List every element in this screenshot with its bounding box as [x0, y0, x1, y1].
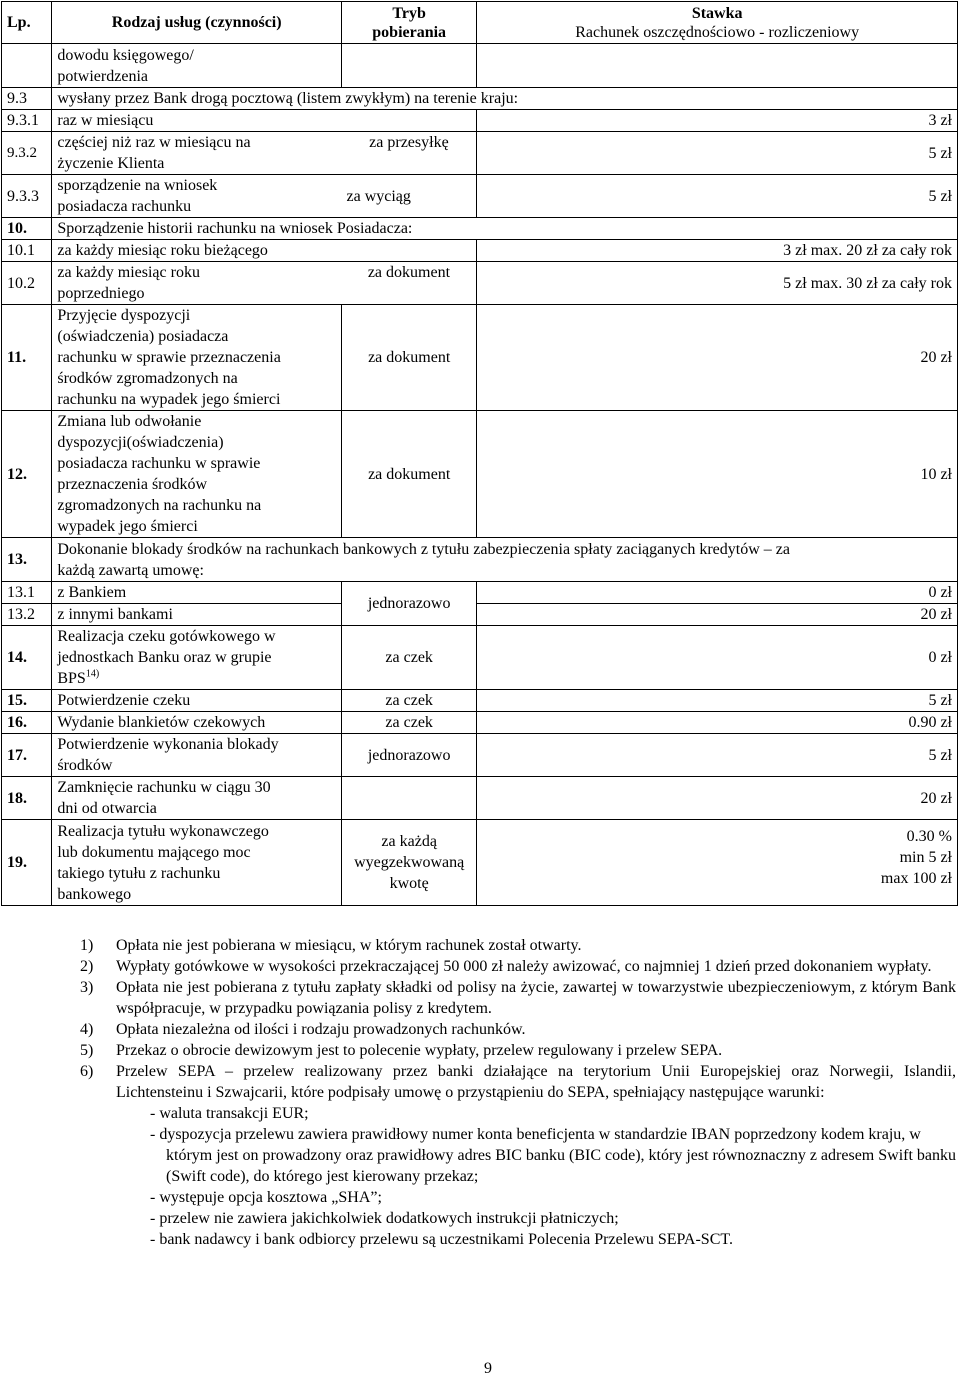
row-name: Przyjęcie dyspozycji (oświadczenia) posiadacza rachunku w sprawie przeznaczenia środków zgromadzonych na rachunku na wypadek jego śmierci [52, 305, 342, 411]
row-rate: 20 zł [477, 604, 958, 626]
row-name: Potwierdzenie czeku [52, 690, 342, 712]
row-lp: 17. [2, 734, 52, 777]
row-rate: 10 zł [477, 411, 958, 538]
footnotes [80, 935, 956, 1250]
row-mode: jednorazowo [341, 734, 476, 777]
row-lp: 13. [2, 538, 52, 582]
row-rate: 5 zł [477, 690, 958, 712]
row-rate: 3 zł max. 20 zł za cały rok [477, 240, 958, 262]
row-name: częściej niż raz w miesiącu na życzenie Klienta [52, 132, 342, 175]
row-lp: 14. [2, 626, 52, 690]
table-row [2, 820, 958, 906]
sepa-condition: - bank nadawcy i bank odbiorcy przelewu są uczestnikami Polecenia Przelewu SEPA-SCT. [150, 1231, 733, 1248]
row-lp: 9.3.2 [2, 132, 52, 175]
row-rate: 3 zł [477, 110, 958, 132]
header-rate: Stawka Rachunek oszczędnościowo - rozliczeniowy [477, 2, 958, 44]
row-lp: 9.3.1 [2, 110, 52, 132]
row-name: wysłany przez Bank drogą pocztową (listem zwykłym) na terenie kraju: [52, 88, 958, 110]
sepa-condition: - przelew nie zawiera jakichkolwiek dodatkowych instrukcji płatniczych; [150, 1210, 619, 1227]
row-lp: 16. [2, 712, 52, 734]
sepa-condition: - waluta transakcji EUR; [150, 1105, 309, 1122]
table-row [2, 582, 958, 604]
row-mode: za przesyłkę [341, 132, 476, 175]
row-rate: 0.90 zł [477, 712, 958, 734]
fee-table [1, 1, 958, 906]
row-name: Sporządzenie historii rachunku na wniosek Posiadacza: [52, 218, 958, 240]
row-lp: 13.1 [2, 582, 52, 604]
row-name: Zmiana lub odwołanie dyspozycji(oświadczenia) posiadacza rachunku w sprawie przeznaczenia środków zgromadzonych na rachunku na wypadek jego śmierci [52, 411, 342, 538]
table-row [2, 777, 958, 820]
row-lp: 15. [2, 690, 52, 712]
row-mode: za dokument [341, 411, 476, 538]
row-name: z innymi bankami [52, 604, 342, 626]
table-row [2, 712, 958, 734]
table-row [2, 538, 958, 582]
row-lp: 10.2 [2, 262, 52, 305]
footnote: 1) Opłata nie jest pobierana w miesiącu, w którym rachunek został otwarty. [80, 937, 582, 954]
row-lp: 9.3 [2, 88, 52, 110]
row-mode: za dokument [341, 305, 476, 411]
table-row [2, 88, 958, 110]
row-lp: 11. [2, 305, 52, 411]
row-lp: 12. [2, 411, 52, 538]
row-rate: 0 zł [477, 626, 958, 690]
row-mode: za dokument [341, 262, 476, 305]
row-lp: 19. [2, 820, 52, 906]
row-mode: za czek [341, 712, 476, 734]
row-mode: jednorazowo [341, 582, 476, 626]
row-name: Potwierdzenie wykonania blokady środków [52, 734, 342, 777]
row-cont-name: dowodu księgowego/ potwierdzenia [52, 44, 342, 88]
table-row [2, 218, 958, 240]
row-name: sporządzenie na wniosek posiadacza rachunku [52, 175, 342, 218]
header-mode: Tryb pobierania [341, 2, 476, 44]
row-name: raz w miesiącu [52, 110, 477, 132]
row-rate: 5 zł [477, 175, 958, 218]
row-name: za każdy miesiąc roku bieżącego [52, 240, 477, 262]
table-row [2, 110, 958, 132]
footnote: 3) Opłata nie jest pobierana z tytułu zapłaty składki od polisy na życie, zawartej w towarzystwie ubezpieczeniowym, z którym Bank współpracuje, w przypadku powiązania polisy z kredytem. [80, 979, 956, 1017]
row-name: Zamknięcie rachunku w ciągu 30 dni od otwarcia [52, 777, 342, 820]
row-mode: za wyciąg [341, 175, 476, 218]
header-lp: Lp. [2, 2, 52, 44]
table-row [2, 44, 958, 88]
table-row [2, 175, 958, 218]
table-row [2, 411, 958, 538]
row-rate: 0 zł [477, 582, 958, 604]
row-mode: za każdą wyegzekwowaną kwotę [341, 820, 476, 906]
table-row [2, 262, 958, 305]
row-lp: 9.3.3 [2, 175, 52, 218]
row-name: Realizacja tytułu wykonawczego lub dokumentu mającego moc takiego tytułu z rachunku bankowego [52, 820, 342, 906]
table-row [2, 690, 958, 712]
sepa-condition: - dyspozycja przelewu zawiera prawidłowy numer konta beneficjenta w standardzie IBAN poprzedzony kodem kraju, w którym jest on prowadzony oraz prawidłowy adres BIC banku (BIC code), który jest równoznaczny z adresem Swift banku (Swift code), do którego jest kierowany przekaz; [150, 1126, 957, 1185]
row-rate: 5 zł [477, 734, 958, 777]
footnote: 5) Przekaz o obrocie dewizowym jest to polecenie wypłaty, przelew regulowany i przelew SEPA. [80, 1042, 723, 1059]
sepa-condition: - występuje opcja kosztowa „SHA”; [150, 1189, 382, 1206]
row-lp: 10. [2, 218, 52, 240]
row-name: za każdy miesiąc roku poprzedniego [52, 262, 342, 305]
table-row [2, 240, 958, 262]
row-rate: 5 zł [477, 132, 958, 175]
row-rate: 20 zł [477, 777, 958, 820]
row-lp: 13.2 [2, 604, 52, 626]
table-row [2, 734, 958, 777]
row-name: Wydanie blankietów czekowych [52, 712, 342, 734]
table-row [2, 305, 958, 411]
row-rate: 5 zł max. 30 zł za cały rok [477, 262, 958, 305]
row-mode: za czek [341, 626, 476, 690]
footnote: 4) Opłata niezależna od ilości i rodzaju prowadzonych rachunków. [80, 1021, 526, 1038]
table-row [2, 604, 958, 626]
row-rate: 0.30 % min 5 zł max 100 zł [477, 820, 958, 906]
row-lp: 18. [2, 777, 52, 820]
table-row [2, 132, 958, 175]
row-name: Dokonanie blokady środków na rachunkach bankowych z tytułu zabezpieczenia spłaty zaciąganych kredytów – za każdą zawartą umowę: [52, 538, 958, 582]
table-row [2, 626, 958, 690]
row-lp: 10.1 [2, 240, 52, 262]
row-rate: 20 zł [477, 305, 958, 411]
row-name: z Bankiem [52, 582, 342, 604]
footnote: 2) Wypłaty gotówkowe w wysokości przekraczającej 50 000 zł należy awizować, co najmniej 1 dzień przed dokonaniem wypłaty. [80, 958, 932, 975]
header-service-name: Rodzaj usług (czynności) [52, 2, 342, 44]
row-name: Realizacja czeku gotówkowego w jednostkach Banku oraz w grupie BPS$^{14)}$ [52, 626, 342, 690]
table-header-row [2, 2, 958, 44]
page-number: 9 [484, 1360, 492, 1377]
row-mode: za czek [341, 690, 476, 712]
footnote: 6) Przelew SEPA – przelew realizowany przez banki działające na terytorium Unii Europejskiej oraz Norwegii, Islandii, Lichtensteinu i Szwajcarii, które podpisały umowę o przystąpieniu do SEPA, spełniający następujące warunki: [80, 1063, 956, 1101]
